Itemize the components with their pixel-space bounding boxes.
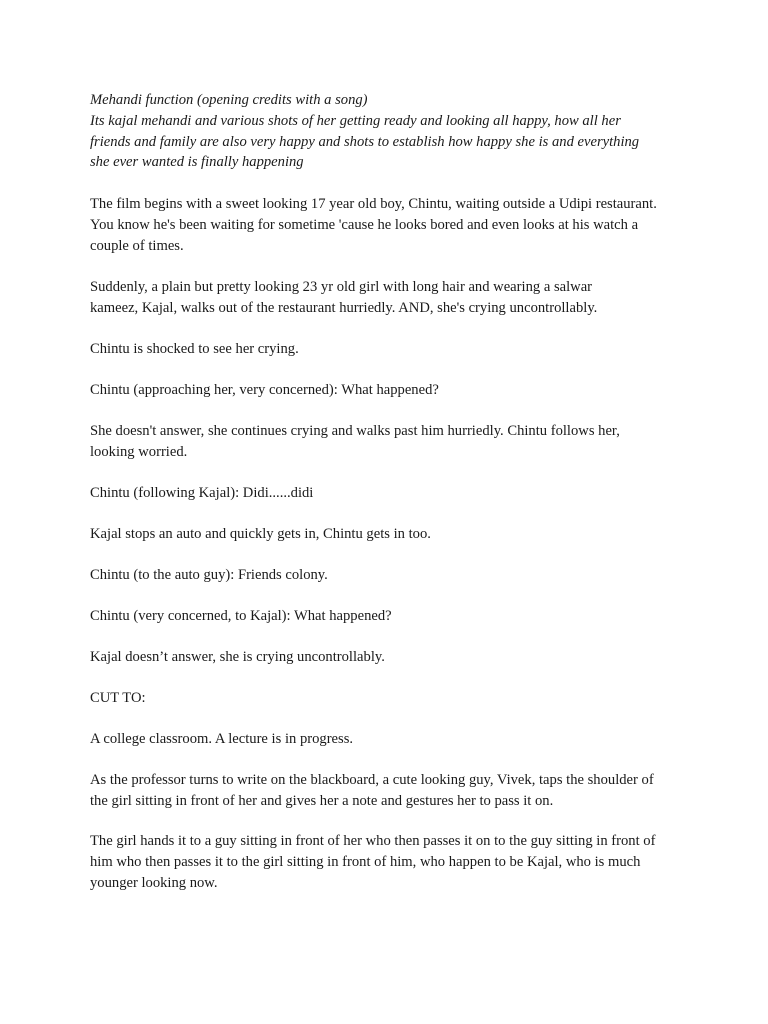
text-line: Chintu is shocked to see her crying. bbox=[90, 341, 299, 357]
text-line: The girl hands it to a guy sitting in front of her who then passes it on to the guy sitting in front of bbox=[90, 833, 656, 849]
text-line: younger looking now. bbox=[90, 874, 218, 891]
text-line: him who then passes it to the girl sitting in front of him, who happen to be Kajal, who is much bbox=[90, 853, 641, 870]
text-line: Suddenly, a plain but pretty looking 23 yr old girl with long hair and wearing a salwar bbox=[90, 279, 593, 295]
paragraph bbox=[90, 729, 690, 750]
text-line: Mehandi function (opening credits with a song) bbox=[90, 92, 368, 108]
paragraph bbox=[90, 421, 690, 463]
text-line: Chintu (to the auto guy): Friends colony. bbox=[90, 567, 328, 583]
text-line: Chintu (following Kajal): Didi......didi bbox=[90, 485, 314, 501]
paragraph-dialogue bbox=[90, 483, 690, 504]
text-line: couple of times. bbox=[90, 237, 184, 254]
paragraph bbox=[90, 770, 690, 812]
text-line: A college classroom. A lecture is in progress. bbox=[90, 731, 354, 747]
text-line: she ever wanted is finally happening bbox=[90, 154, 304, 171]
text-line: CUT TO: bbox=[90, 690, 146, 706]
text-line: the girl sitting in front of her and gives her a note and gestures her to pass it on. bbox=[90, 792, 554, 809]
text-line: looking worried. bbox=[90, 443, 188, 460]
paragraph bbox=[90, 524, 690, 545]
paragraph bbox=[90, 831, 690, 893]
paragraph bbox=[90, 194, 690, 256]
paragraph bbox=[90, 339, 690, 360]
text-line: The film begins with a sweet looking 17 year old boy, Chintu, waiting outside a Udipi restaurant. bbox=[90, 196, 657, 212]
scene-transition bbox=[90, 688, 690, 709]
text-line: kameez, Kajal, walks out of the restaurant hurriedly. AND, she's crying uncontrollably. bbox=[90, 299, 598, 316]
text-line: Kajal doesn’t answer, she is crying uncontrollably. bbox=[90, 649, 385, 665]
text-line: As the professor turns to write on the blackboard, a cute looking guy, Vivek, taps the shoulder of bbox=[90, 772, 654, 788]
paragraph-dialogue bbox=[90, 565, 690, 586]
text-line: Its kajal mehandi and various shots of her getting ready and looking all happy, how all her bbox=[90, 112, 621, 129]
paragraph-opening-credits bbox=[90, 90, 690, 173]
text-line: Chintu (very concerned, to Kajal): What happened? bbox=[90, 608, 392, 624]
text-line: You know he's been waiting for sometime 'cause he looks bored and even looks at his watch a bbox=[90, 216, 639, 233]
text-line: She doesn't answer, she continues crying and walks past him hurriedly. Chintu follows her, bbox=[90, 423, 620, 439]
paragraph-dialogue bbox=[90, 380, 690, 401]
paragraph-dialogue bbox=[90, 606, 690, 627]
text-line: Kajal stops an auto and quickly gets in, Chintu gets in too. bbox=[90, 526, 431, 542]
text-line: friends and family are also very happy and shots to establish how happy she is and everything bbox=[90, 133, 640, 150]
paragraph bbox=[90, 277, 690, 319]
paragraph bbox=[90, 647, 690, 668]
text-line: Chintu (approaching her, very concerned): What happened? bbox=[90, 382, 439, 398]
